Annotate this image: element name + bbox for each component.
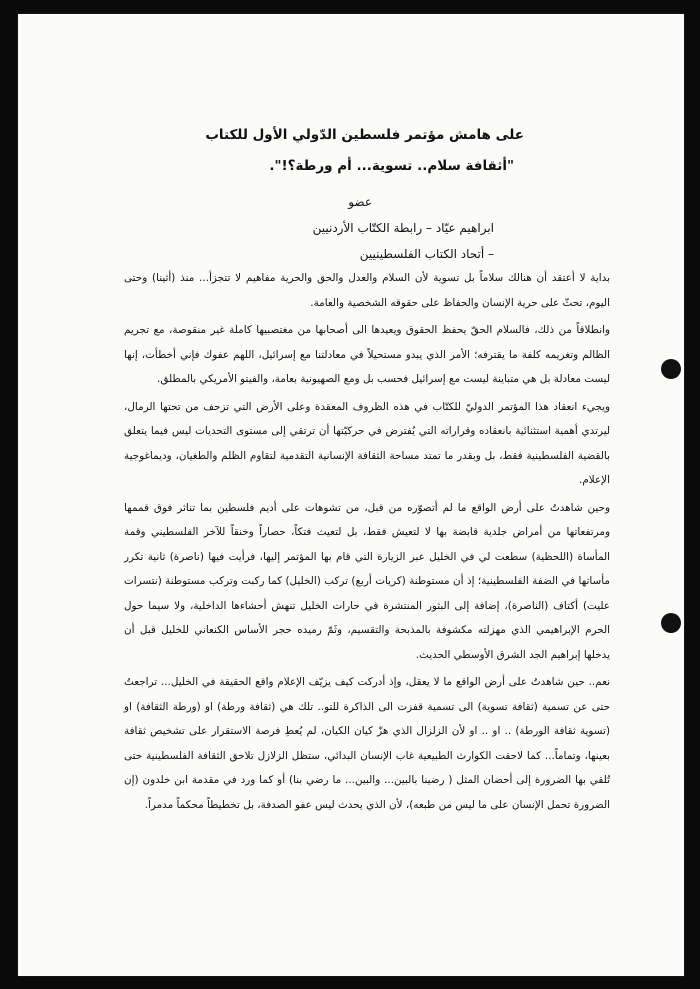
paragraph: وانطلاقاً من ذلك، فالسلام الحقّ يحفظ الحقوق ويعيدها الى أصحابها من مغتصبيها كاملة غير منقوصة، مع تجريم الظالم وتغريمه كلفة ما يقترفه؛ الأمر الذي يبدو مستحيلاً في معادلتنا مع إسرائيل، اللهم عفوك فإني أخطأت، إنها ليست معادلة بل هي متباينة ليست مع إسرائيل فحسب بل ومع الصهيونية بعامة، والفيتو الأمريكي بالمطلق. [124,324,610,385]
author-block [114,189,494,267]
punch-hole [661,613,681,633]
paragraph: وحين شاهدتُ على أرض الواقع ما لم أتصوّره من قبل، من تشوهات على أديم فلسطين بما تناثر فوق قممها ومرتفعاتها من أمراض جلدية قابضة بها لا لتعيش فقط، بل لتعيث فتكاً، حصاراً وخنقاً للآخر الفلسطيني وقمة المأساة (اللحظية) سطعت لي في الخليل عبر الزيارة التي قام بها المؤتمر إليها، فرأيت فيها (ناصرة) ثانية تكرر مأساتها في الضفة الفلسطينية؛ إذ أن مستوطنة (كريات أربع) تركب (الخليل) كما ركبت وتركب مستوطنة (نتسرات عليت) أكتاف (الناصرة)، إضافة إلى البثور المنتشرة في حارات الخليل تنهش أحشاءها الداخلية، ولا سيما حول الحرم الإبراهيمي الذي مهزلته مكشوفة بالمذبحة والتقسيم، وثَمّ رميده حجر الأساس الكنعاني للخليل قبل أن يدخلها إبراهيم الجد الشرق الأوسطي الحديث. [124,501,610,661]
paragraph: نعم.. حين شاهدتُ على أرض الواقع ما لا يعقل، وإذ أدركت كيف يزيّف الإعلام واقع الحقيقة في الخليل... تراجعتُ حتى عن تسمية (ثقافة تسوية) الى تسمية قفزت الى الذاكرة للتو.. تلك هي (ثقافة ورطة) او (ورطة الثقافة) او (تسوية ثقافة الورطة) .. او .. او لأن الزلزال الذي هزّ كيان الكيان، لم يُعطِ فرصة الاستقرار على تشخيص ثقافة بعينها، وتماماً... كما لاحقت الكوارث الطبيعية غاب الإنسان البدائي، ستظل الزلازل تلاحق الثقافة الفلسطينية حتى تُلقي بها الضرورة إلى أحضان المثل ( رضينا بالبين... والبين... ما رضي بنا) أو كما ورد في مقدمة ابن خلدون (إن الضرورة تحمل الإنسان على ما ليس من طبعه)، لأن الذي يحدث ليس عفو الصدفة، بل تخطيطاً محكماً مدمراً. [124,676,610,811]
body-text [124,266,610,820]
document-title: على هامش مؤتمر فلسطين الدّولي الأول للكتاب [205,127,524,143]
paragraph: ويجيء انعقاد هذا المؤتمر الدوليّ للكتّاب في هذه الظروف المعقدة وعلى الأرض التي تزحف من تحتها الرمال، ليرتدي أهمية استثنائية بانعقاده وقراراته التي يُفترض في حركيّتها أن ترتقي إلى مستوى التحديات ليس فيما يتعلق بالقضية الفلسطينية فقط، بل وبقدر ما تمتد مساحة الثقافة الإنسانية التقدمية لتقاوم الظلم والطغيان، وديماغوجية الإعلام. [124,400,610,486]
author-union-line: – أتحاد الكتاب الفلسطينيين [359,247,494,261]
author-member-label: عضو [348,195,372,209]
title-block [54,120,524,182]
document-subtitle: "أثقافة سلام.. تسوية... أم ورطة؟!". [269,158,514,174]
paragraph: بداية لا أعتقد أن هنالك سلاماً بل تسوية لأن السلام والعدل والحق والحرية مفاهيم لا تتجزأ... منذ (أثينا) وحتى اليوم، تحثّ على حرية الإنسان والحفاظ على حقوقه الشخصية والعامة. [124,272,610,309]
document-page [18,14,684,976]
punch-hole [661,359,681,379]
author-name-line: ابراهيم عيّاد – رابطة الكتّاب الأردنيين [312,221,494,235]
